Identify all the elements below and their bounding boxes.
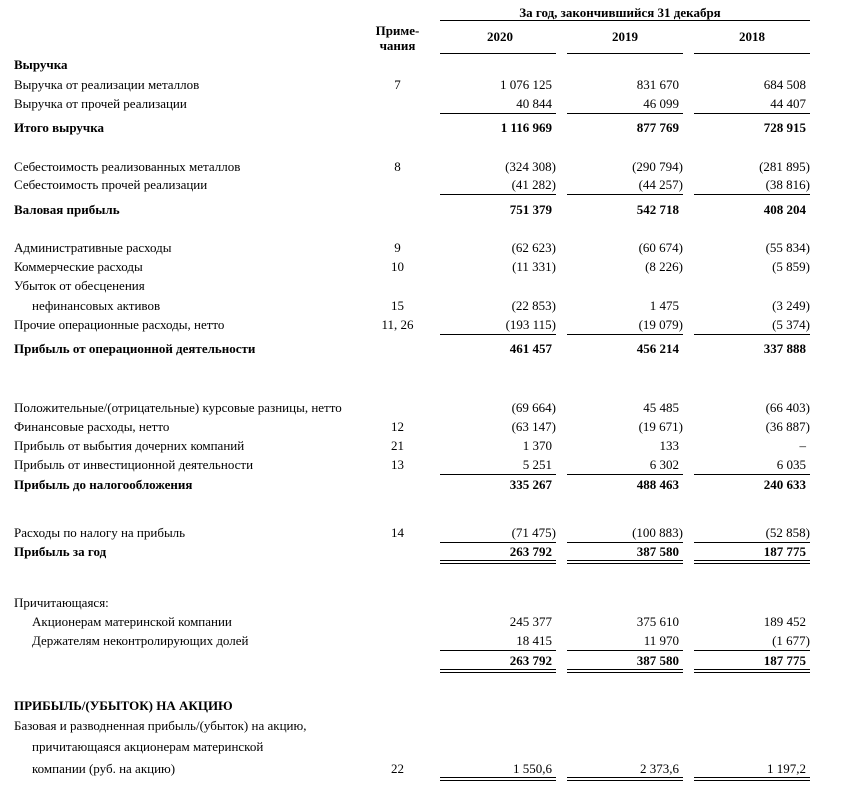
row-note: 7 xyxy=(394,77,401,92)
value-2019: 542 718 xyxy=(636,202,679,217)
value-2019: 375 610 xyxy=(636,614,679,629)
value-2018: 6 035 xyxy=(776,457,806,472)
subtotal-line xyxy=(440,474,556,475)
row-label: Себестоимость прочей реализации xyxy=(14,177,208,192)
value-2018: 408 204 xyxy=(763,202,806,217)
subtotal-line xyxy=(440,334,556,335)
year-header-2018: 2018 xyxy=(739,29,765,44)
total-double-line xyxy=(694,669,810,670)
period-header: За год, закончившийся 31 декабря xyxy=(519,5,721,20)
subtotal-line xyxy=(694,334,810,335)
value-2020: 751 379 xyxy=(509,202,552,217)
value-2018: (281 895) xyxy=(759,159,810,174)
total-double-line xyxy=(567,669,683,670)
row-note: 21 xyxy=(391,438,404,453)
value-2020: (193 115) xyxy=(505,317,556,332)
row-label: Административные расходы xyxy=(14,240,172,255)
subtotal-line xyxy=(694,113,810,114)
value-2020: 245 377 xyxy=(509,614,552,629)
value-2020: 335 267 xyxy=(509,477,552,492)
subtotal-line xyxy=(567,474,683,475)
row-label-continued: причитающаяся акционерам материнской xyxy=(32,739,264,754)
value-2019: 456 214 xyxy=(636,341,679,356)
row-label: Прибыль до налогообложения xyxy=(14,477,193,492)
row-note: 15 xyxy=(391,298,404,313)
year-header-2019: 2019 xyxy=(612,29,638,44)
subtotal-line xyxy=(440,650,556,651)
total-double-line xyxy=(567,780,683,781)
value-2019: 46 099 xyxy=(643,96,679,111)
subtotal-line xyxy=(440,113,556,114)
row-label: Финансовые расходы, нетто xyxy=(14,419,170,434)
subtotal-line xyxy=(694,650,810,651)
row-label-continued: компании (руб. на акцию) xyxy=(32,761,176,776)
row-note: 8 xyxy=(394,159,401,174)
value-2018: (5 374) xyxy=(772,317,810,332)
value-2018: 189 452 xyxy=(763,614,806,629)
value-2019: 387 580 xyxy=(636,544,679,559)
section-eps: ПРИБЫЛЬ/(УБЫТОК) НА АКЦИЮ xyxy=(14,698,233,713)
row-label: Прочие операционные расходы, нетто xyxy=(14,317,225,332)
row-note: 9 xyxy=(394,240,401,255)
subtotal-line xyxy=(694,474,810,475)
value-2019: (290 794) xyxy=(632,159,683,174)
value-2018: 187 775 xyxy=(763,544,806,559)
total-double-line xyxy=(694,672,810,673)
value-2019: 877 769 xyxy=(636,120,679,135)
value-2020: 18 415 xyxy=(516,633,552,648)
section-revenue: Выручка xyxy=(14,57,68,72)
value-2019: (8 226) xyxy=(645,259,683,274)
value-2020: (22 853) xyxy=(511,298,556,313)
total-double-line xyxy=(694,563,810,564)
period-header-underline xyxy=(440,20,810,21)
subtotal-line xyxy=(567,113,683,114)
row-label: Убыток от обесценения xyxy=(14,278,145,293)
value-2018: 684 508 xyxy=(763,77,806,92)
value-2019: (19 079) xyxy=(638,317,683,332)
section-attributable: Причитающаяся: xyxy=(14,595,109,610)
subtotal-line xyxy=(567,334,683,335)
row-label: Прибыль от инвестиционной деятельности xyxy=(14,457,254,472)
row-label: Выручка от реализации металлов xyxy=(14,77,200,92)
value-2020: (69 664) xyxy=(511,400,556,415)
total-double-line xyxy=(567,777,683,778)
year-2019-underline xyxy=(567,53,683,54)
value-2019: (60 674) xyxy=(638,240,683,255)
value-2018: (1 677) xyxy=(772,633,810,648)
value-2019: 45 485 xyxy=(643,400,679,415)
year-header-2020: 2020 xyxy=(487,29,513,44)
row-label: Акционерам материнской компании xyxy=(32,614,232,629)
subtotal-line xyxy=(694,542,810,543)
year-2020-underline xyxy=(440,53,556,54)
subtotal-line xyxy=(567,542,683,543)
value-2020: 5 251 xyxy=(522,457,552,472)
row-note: 10 xyxy=(391,259,404,274)
subtotal-line xyxy=(694,194,810,195)
row-label: Положительные/(отрицательные) курсовые разницы, нетто xyxy=(14,400,342,415)
total-double-line xyxy=(440,669,556,670)
row-label: Валовая прибыль xyxy=(14,202,120,217)
row-label: Выручка от прочей реализации xyxy=(14,96,187,111)
value-2020: (62 623) xyxy=(511,240,556,255)
row-label-continued: нефинансовых активов xyxy=(32,298,161,313)
value-2020: 263 792 xyxy=(509,653,552,668)
notes-header-line2: чания xyxy=(379,38,416,53)
row-note: 12 xyxy=(391,419,404,434)
value-2018: 728 915 xyxy=(763,120,806,135)
row-label: Коммерческие расходы xyxy=(14,259,143,274)
value-2019: 831 670 xyxy=(636,77,679,92)
total-double-line xyxy=(440,563,556,564)
row-note: 11, 26 xyxy=(381,317,414,332)
total-double-line xyxy=(694,560,810,561)
value-2020: 461 457 xyxy=(509,341,552,356)
value-2018: (66 403) xyxy=(765,400,810,415)
value-2019: 387 580 xyxy=(636,653,679,668)
value-2019: 1 475 xyxy=(649,298,679,313)
row-label: Расходы по налогу на прибыль xyxy=(14,525,186,540)
subtotal-line xyxy=(440,542,556,543)
value-2018: (5 859) xyxy=(772,259,810,274)
value-2018: 187 775 xyxy=(763,653,806,668)
row-label: Базовая и разводненная прибыль/(убыток) на акцию, xyxy=(14,718,307,733)
row-note: 22 xyxy=(391,761,404,776)
value-2019: (19 671) xyxy=(638,419,683,434)
total-double-line xyxy=(567,560,683,561)
value-2020: 40 844 xyxy=(516,96,552,111)
value-2018: 44 407 xyxy=(770,96,806,111)
value-2020: (11 331) xyxy=(512,259,556,274)
value-2020: 1 550,6 xyxy=(513,761,552,776)
subtotal-line xyxy=(567,194,683,195)
value-2019: 6 302 xyxy=(649,457,679,472)
value-2020: 1 076 125 xyxy=(500,77,552,92)
value-2020: 1 116 969 xyxy=(500,120,552,135)
year-2018-underline xyxy=(694,53,810,54)
value-2018: (55 834) xyxy=(765,240,810,255)
total-double-line xyxy=(567,672,683,673)
row-label: Себестоимость реализованных металлов xyxy=(14,159,241,174)
value-2018: (36 887) xyxy=(765,419,810,434)
value-2019: 2 373,6 xyxy=(640,761,679,776)
value-2018: 1 197,2 xyxy=(767,761,806,776)
value-2018: (38 816) xyxy=(765,177,810,192)
row-label: Прибыль от операционной деятельности xyxy=(14,341,256,356)
row-label: Держателям неконтролирующих долей xyxy=(32,633,249,648)
value-2018: 337 888 xyxy=(763,341,806,356)
value-2019: 11 970 xyxy=(643,633,679,648)
value-2019: (100 883) xyxy=(632,525,683,540)
row-note: 13 xyxy=(391,457,404,472)
total-double-line xyxy=(567,563,683,564)
row-label: Итого выручка xyxy=(14,120,105,135)
value-2019: (44 257) xyxy=(638,177,683,192)
value-2019: 133 xyxy=(659,438,679,453)
value-2018: 240 633 xyxy=(763,477,806,492)
total-double-line xyxy=(440,672,556,673)
value-2020: (71 475) xyxy=(511,525,556,540)
row-label: Прибыль за год xyxy=(14,544,107,559)
total-double-line xyxy=(440,560,556,561)
value-2018: – xyxy=(799,438,806,453)
total-double-line xyxy=(440,777,556,778)
row-note: 14 xyxy=(391,525,404,540)
value-2018: (52 858) xyxy=(765,525,810,540)
total-double-line xyxy=(694,777,810,778)
subtotal-line xyxy=(440,194,556,195)
value-2019: 488 463 xyxy=(636,477,679,492)
value-2020: (63 147) xyxy=(511,419,556,434)
total-double-line xyxy=(694,780,810,781)
value-2020: 263 792 xyxy=(509,544,552,559)
notes-header-line1: Приме- xyxy=(375,23,420,38)
subtotal-line xyxy=(567,650,683,651)
row-label: Прибыль от выбытия дочерних компаний xyxy=(14,438,245,453)
total-double-line xyxy=(440,780,556,781)
value-2020: 1 370 xyxy=(522,438,552,453)
value-2020: (41 282) xyxy=(511,177,556,192)
value-2018: (3 249) xyxy=(772,298,810,313)
value-2020: (324 308) xyxy=(505,159,556,174)
